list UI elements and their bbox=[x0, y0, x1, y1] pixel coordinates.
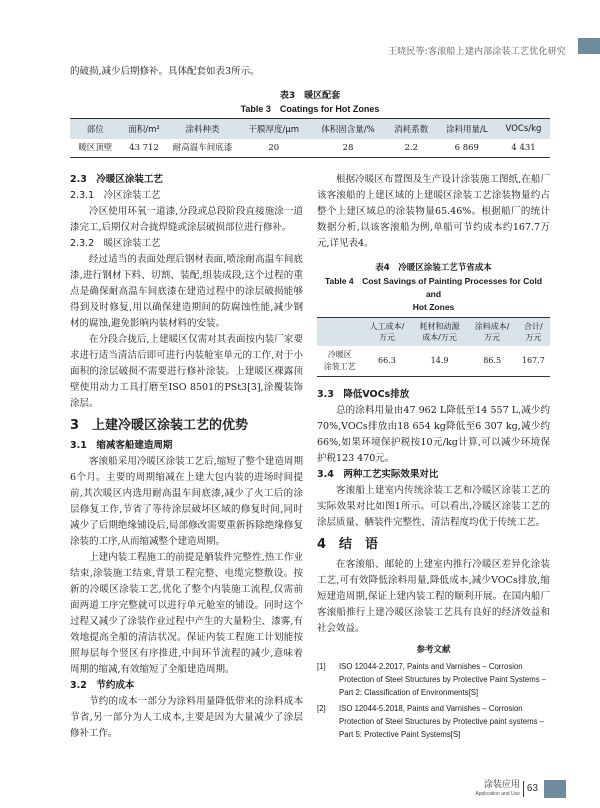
references-title: 参考文献 bbox=[416, 645, 451, 655]
table-cell: 28 bbox=[310, 139, 386, 158]
table-cell: 14.9 bbox=[411, 346, 467, 377]
table-cell: 暖区顶壁 bbox=[70, 139, 120, 158]
table-3-caption-cn: 表3 暖区配套 bbox=[279, 91, 341, 101]
section-heading-2-3-1: 2.3.1 冷区涂装工艺 bbox=[70, 190, 161, 201]
table-cell: 86.5 bbox=[468, 346, 517, 377]
page-footer bbox=[475, 780, 566, 798]
table-3-header-row bbox=[70, 119, 550, 140]
table-row bbox=[317, 346, 550, 377]
table-header-cell: 合计/ 万元 bbox=[517, 318, 550, 347]
left-column bbox=[70, 172, 303, 742]
table-cell: 20 bbox=[238, 139, 310, 158]
section-heading-2-3-2: 2.3.2 暖区涂装工艺 bbox=[70, 238, 161, 249]
table-3 bbox=[70, 90, 550, 158]
section-heading-2-3: 2.3 冷暖区涂装工艺 bbox=[70, 174, 163, 185]
intro-text: 的破损,减少后期修补。具体配套如表3所示。 bbox=[70, 66, 260, 77]
table-header-cell: 涂料成本/ 万元 bbox=[468, 318, 517, 347]
reference-number: [1] bbox=[317, 662, 326, 671]
reference-number: [2] bbox=[317, 704, 326, 713]
paragraph: 冷区使用环氧一道漆,分段或总段阶段直接施涂一道漆完工,后期仅对合拢焊缝或涂层破损部位进行修补。 bbox=[70, 206, 303, 233]
section-heading-4: 4 结 语 bbox=[317, 537, 379, 552]
paragraph: 根据冷暖区布置图及生产设计涂装施工图纸,在船厂该客滚船的上建区域的上建暖区涂装工艺涂装物量约占整个上建区域总的涂装物量65.46%。根据船厂的统计数据分析,以该客滚船为例,单船可节约成本约167.7万元,详见表4。 bbox=[317, 174, 550, 249]
table-header-cell: 面积/m² bbox=[120, 119, 167, 140]
section-heading-3: 3 上建冷暖区涂装工艺的优势 bbox=[70, 418, 249, 433]
paragraph: 客滚船采用冷暖区涂装工艺后,缩短了整个建造周期6个月。主要的周期缩减在上建大包内装的进场时间提前,其次暖区内选用耐高温车间底漆,减少了火工后的涂层修复工作,节省了等待涂层破坏区域的修复时间,同时减少了后期绝缘铺设后,局部修改需要重新拆除绝缘修复涂装的工序,从而缩减整个建造周期。 bbox=[70, 456, 303, 547]
journal-name bbox=[475, 780, 519, 798]
table-header-cell: 体积固含量/% bbox=[310, 119, 386, 140]
running-head: 王晓民等:客滚船上建内部涂装工艺优化研究 bbox=[387, 47, 566, 57]
journal-name-cn: 涂装应用 bbox=[483, 780, 520, 790]
table-3-caption-en: Table 3 Coatings for Hot Zones bbox=[240, 104, 380, 114]
table-cell: 冷暖区 涂装工艺 bbox=[317, 346, 362, 377]
table-4-caption-cn: 表4 冷暖区涂装工艺节省成本 bbox=[375, 263, 492, 273]
table-3-grid bbox=[70, 118, 550, 158]
table-header-cell: 消耗系数 bbox=[386, 119, 436, 140]
paragraph: 在分段合拢后,上建暖区仅需对其表面按内装厂家要求进行适当清洁后即可进行内装舱室单元的工作,对于小面积的涂层破损不需要进行修补涂装。上建暖区裸露顶壁使用动力工具打磨至ISO 8501的PSt3[3],涂覆装饰涂层。 bbox=[70, 334, 303, 409]
table-cell: 耐高温车间底漆 bbox=[168, 139, 238, 158]
paragraph: 在客滚船、邮轮的上建室内推行冷暖区差异化涂装工艺,可有效降低涂料用量,降低成本,减少VOCs排放,缩短建造周期,保证上建内装工程的顺利开展。在国内船厂客滚船推行上建冷暖区涂装工艺具有良好的经济效益和社会效益。 bbox=[317, 559, 550, 634]
paragraph: 上建内装工程施工的前提是舾装件完整性,热工作业结束,涂装施工结束,背景工程完整、电缆完整敷设。按新的冷暖区涂装工艺,优化了整个内装施工流程,仅需前面两道工序完整就可以进行单元舱室的铺设。同时这个过程又减少了涂装作业过程中产生的大量粉尘、漆雾,有效地提高全船的清洁状况。保证内装工程施工计划能按照每层每个竖区有序推进,中间环节流程的减少,意味着周期的缩减,有效缩短了全船建造周期。 bbox=[70, 552, 303, 675]
table-row bbox=[70, 139, 550, 158]
table-header-cell: 人工成本/ 万元 bbox=[362, 318, 411, 347]
paragraph: 客滚船上建室内传统涂装工艺和冷暖区涂装工艺的实际效果对比如图1所示。可以看出,冷暖区涂装工艺的涂层质量、舾装件完整性、清洁程度均优于传统工艺。 bbox=[317, 485, 550, 528]
section-heading-3-1: 3.1 缩减客船建造周期 bbox=[70, 440, 173, 451]
table-cell: 6 869 bbox=[437, 139, 497, 158]
corner-accent-bar bbox=[578, 38, 600, 54]
table-cell: 167.7 bbox=[517, 346, 550, 377]
paragraph: 节约的成本一部分为涂料用量降低带来的涂料成本节省,另一部分为人工成本,主要是因为大量减少了涂层修补工作。 bbox=[70, 696, 303, 739]
table-cell: 66.3 bbox=[362, 346, 411, 377]
paragraph: 总的涂料用量由47 962 L降低至14 557 L,减少约70%,VOCs排放由18 654 kg降低至6 307 kg,减少约66%,如果环境保护税按10元/kg计算,可以减少环境保护税123 470元。 bbox=[317, 405, 550, 464]
table-header-cell: 涂料用量/L bbox=[437, 119, 497, 140]
table-4-grid bbox=[317, 317, 550, 377]
table-header-cell bbox=[317, 318, 362, 347]
table-4-caption-en-line1: Table 4 Cost Savings of Painting Processes for Cold and bbox=[324, 276, 543, 299]
table-cell: 43 712 bbox=[120, 139, 167, 158]
section-heading-3-3: 3.3 降低VOCs排放 bbox=[317, 389, 410, 400]
reference-text: ISO 12044-2.2017, Paints and Varnishes – Corrosion Protection of Steel Structures by Protective Paint Systems – Part 2: Classification of Environments[S] bbox=[339, 662, 547, 697]
paragraph: 经过适当的表面处理后钢材表面,喷涂耐高温车间底漆,进行钢材下料、切割、装配,组装成段,这个过程的重点是确保耐高温车间底漆在建造过程中的涂层破损能够得到及时修复,用以确保建造期间的防腐蚀性能,减少钢材的腐蚀,避免影响内装材料的安装。 bbox=[70, 254, 303, 329]
table-4-caption-en bbox=[317, 275, 550, 314]
table-4-header-row bbox=[317, 318, 550, 347]
table-cell: 2.2 bbox=[386, 139, 436, 158]
table-header-cell: 涂料种类 bbox=[168, 119, 238, 140]
journal-name-en: Application and Use bbox=[475, 791, 520, 797]
table-header-cell: 耗材和动源 成本/万元 bbox=[411, 318, 467, 347]
footer-accent-bar bbox=[544, 780, 566, 798]
section-heading-3-4: 3.4 两种工艺实际效果对比 bbox=[317, 469, 439, 480]
section-heading-3-2: 3.2 节约成本 bbox=[70, 680, 135, 691]
table-header-cell: VOCs/kg bbox=[497, 119, 550, 140]
table-header-cell: 干膜厚度/μm bbox=[238, 119, 310, 140]
page-number: 63 bbox=[523, 781, 538, 797]
reference-item bbox=[317, 660, 550, 699]
reference-text: ISO 12044-5.2018, Paints and Varnishes – Corrosion Protection of Steel Structures by Protective paint systems – Part 5: Protective Paint Systems[S] bbox=[339, 704, 544, 739]
table-header-cell: 部位 bbox=[70, 119, 120, 140]
right-column bbox=[317, 172, 550, 741]
table-4-caption-en-line2: Hot Zones bbox=[412, 302, 455, 312]
table-cell: 4 431 bbox=[497, 139, 550, 158]
reference-item bbox=[317, 702, 550, 741]
